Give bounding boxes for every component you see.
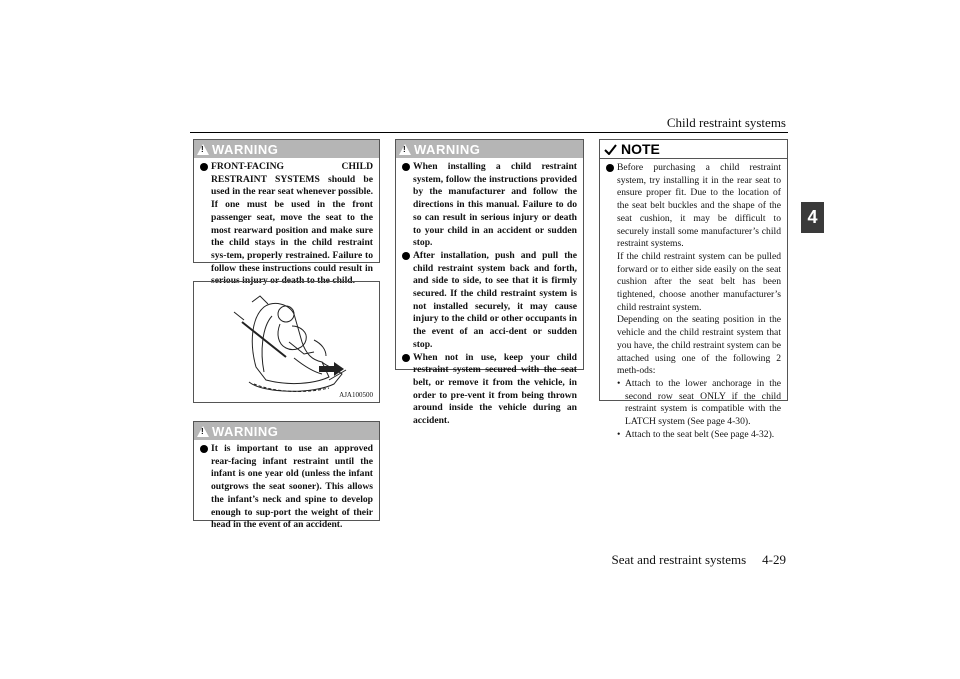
bullet-icon — [200, 445, 208, 453]
bullet-icon — [606, 164, 614, 172]
child-seat-illustration — [193, 281, 380, 403]
note-sub-item: • Attach to the lower anchorage in the second row seat ONLY if the child restraint system is compatible with the LATCH system (See page 4-30). — [617, 377, 781, 428]
warning-icon: ! — [399, 144, 411, 155]
checkmark-icon — [604, 144, 617, 155]
warning-item: After installation, push and pull the child restraint system back and forth, and side to side, to see that it is firmly secured. If the child restraint system is not installed securely, it may cause injury to the child or other occupants in the event of an acci-dent or sudden stop. — [402, 250, 577, 352]
warning-item: When installing a child restraint system, follow the instructions provided by the manufacturer and follow the directions in this manual. Failure to do so can result in serious injury or death to your child in an accident or sudden stop. — [402, 161, 577, 250]
note-box — [599, 139, 788, 440]
page-footer — [611, 552, 786, 568]
page-number: 4-29 — [762, 552, 786, 567]
warning-box-front-facing — [193, 139, 380, 287]
note-label: NOTE — [621, 141, 660, 157]
note-header — [600, 140, 787, 159]
warning-label: WARNING — [414, 141, 481, 157]
warning-label: WARNING — [212, 141, 279, 157]
warning-item: It is important to use an approved rear-facing infant restraint until the infant is one year old (unless the infant outgrows the seat sooner). This allows the infant’s neck and spine to develop enough to sup-port the weight of their head in the event of an accident. — [200, 443, 373, 532]
warning-icon: ! — [197, 144, 209, 155]
note-paragraph: Before purchasing a child restraint system, try installing it in the rear seat to ensure proper fit. Due to the location of the seat belt buckles and the shape of the seat cushion, it may be difficult to securely install some manufacturer’s child restraint systems. — [617, 162, 781, 250]
warning-icon: ! — [197, 426, 209, 437]
child-seat-drawing — [194, 282, 379, 402]
warning-header — [194, 140, 379, 158]
note-sub-item: • Attach to the seat belt (See page 4-32). — [617, 428, 775, 440]
bullet-icon — [402, 354, 410, 362]
note-paragraph: If the child restraint system can be pulled forward or to either side easily on the seat cushion after the seat belt has been tightened, choose another manufacturer’s child restraint system. — [617, 250, 781, 313]
page-header-title: Child restraint systems — [666, 115, 786, 130]
figure-label: AJA100500 — [339, 391, 373, 399]
chapter-tab: 4 — [801, 202, 824, 233]
bullet-icon — [402, 252, 410, 260]
bullet-icon — [402, 163, 410, 171]
header-rule — [190, 132, 788, 133]
footer-section: Seat and restraint systems — [611, 552, 747, 567]
warning-label: WARNING — [212, 423, 279, 439]
bullet-icon — [200, 163, 208, 171]
note-item — [606, 162, 781, 441]
note-paragraph: Depending on the seating position in the vehicle and the child restraint system that you have, the child restraint system can be attached using one of the following 2 meth-ods: — [617, 314, 781, 377]
warning-item: When not in use, keep your child restraint system secured with the seat belt, or remove it from the vehicle, in order to pre-vent it from being thrown around inside the vehicle during an accident. — [402, 352, 577, 428]
warning-header — [194, 422, 379, 440]
warning-box-installation — [395, 139, 584, 427]
warning-item: FRONT-FACING CHILD RESTRAINT SYSTEMS should be used in the rear seat whenever possible. If one must be used in the front passenger seat, move the seat to the most rearward position and make sure the child stays in the child restraint sys-tem, properly restrained. Failure to follow these instructions could result in serious injury or death to the child. — [200, 161, 373, 288]
warning-header — [396, 140, 583, 158]
warning-box-rear-facing — [193, 421, 380, 531]
